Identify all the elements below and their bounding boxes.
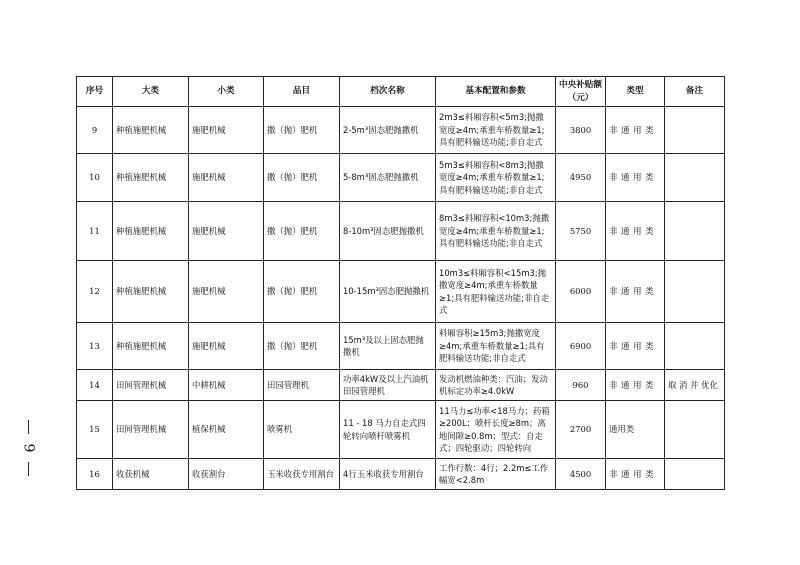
cell-subsidy: 3800 — [556, 107, 606, 154]
cell-type: 非 通 用 类 — [606, 202, 665, 261]
cell-spec: 料厢容积≥15m3;抛撒宽度≥4m;承重车桥数量≥1;具有肥料输送功能;非自走式 — [436, 323, 556, 370]
table-row — [77, 107, 725, 154]
header-item: 品目 — [264, 77, 340, 107]
cell-grade: 11 - 18 马力自走式四轮转向喷杆喷雾机 — [340, 401, 436, 459]
cell-grade: 10-15m³固态肥抛撒机 — [340, 261, 436, 323]
cell-subcategory: 中耕机械 — [189, 370, 264, 401]
cell-subsidy: 6000 — [556, 261, 606, 323]
cell-remark — [665, 107, 725, 154]
cell-category: 收获机械 — [113, 459, 189, 490]
cell-type: 非 通 用 类 — [606, 370, 665, 401]
header-remark: 备注 — [665, 77, 725, 107]
cell-type: 非 通 用 类 — [606, 261, 665, 323]
cell-category: 种植施肥机械 — [113, 107, 189, 154]
table-row — [77, 323, 725, 370]
cell-type: 非 通 用 类 — [606, 154, 665, 202]
cell-subsidy: 2700 — [556, 401, 606, 459]
header-no: 序号 — [77, 77, 113, 107]
cell-remark — [665, 459, 725, 490]
cell-type: 非 通 用 类 — [606, 459, 665, 490]
cell-remark — [665, 261, 725, 323]
cell-item: 撒（抛）肥机 — [264, 202, 340, 261]
header-category: 大类 — [113, 77, 189, 107]
page-number-text: 9 — [19, 443, 36, 453]
cell-item: 撒（抛）肥机 — [264, 154, 340, 202]
cell-spec: 2m3≤料厢容积<5m3;抛撒宽度≥4m;承重车桥数量≥1;具有肥料输送功能;非自走式 — [436, 107, 556, 154]
cell-spec: 工作行数：4行；2.2m≤工作幅宽<2.8m — [436, 459, 556, 490]
cell-subcategory: 施肥机械 — [189, 323, 264, 370]
cell-remark: 取 消 并 优化 — [665, 370, 725, 401]
cell-no: 9 — [77, 107, 113, 154]
cell-grade: 15m³及以上固态肥抛撒机 — [340, 323, 436, 370]
cell-subcategory: 施肥机械 — [189, 202, 264, 261]
cell-grade: 5-8m³固态肥抛撒机 — [340, 154, 436, 202]
header-subsidy: 中央补贴额（元） — [556, 77, 606, 107]
cell-subsidy: 4500 — [556, 459, 606, 490]
cell-item: 田园管理机 — [264, 370, 340, 401]
cell-spec: 5m3≤料厢容积<8m3;抛撒宽度≥4m;承重车桥数量≥1;具有肥料输送功能;非自走式 — [436, 154, 556, 202]
cell-no: 12 — [77, 261, 113, 323]
cell-grade: 功率4kW及以上汽油机田园管理机 — [340, 370, 436, 401]
cell-type: 通用类 — [606, 401, 665, 459]
table-row — [77, 154, 725, 202]
cell-category: 田间管理机械 — [113, 370, 189, 401]
page-number — [18, 420, 38, 490]
header-spec: 基本配置和参数 — [436, 77, 556, 107]
cell-subcategory: 施肥机械 — [189, 107, 264, 154]
cell-type: 非 通 用 类 — [606, 107, 665, 154]
cell-no: 11 — [77, 202, 113, 261]
cell-no: 10 — [77, 154, 113, 202]
cell-subsidy: 6900 — [556, 323, 606, 370]
table-row — [77, 370, 725, 401]
cell-remark — [665, 401, 725, 459]
cell-grade: 2-5m³固态肥抛撒机 — [340, 107, 436, 154]
cell-remark — [665, 202, 725, 261]
cell-spec: 发动机燃油种类：汽油；发动机标定功率≥4.0kW — [436, 370, 556, 401]
cell-remark — [665, 154, 725, 202]
table-row — [77, 261, 725, 323]
cell-item: 撒（抛）肥机 — [264, 323, 340, 370]
table-row — [77, 401, 725, 459]
header-subcategory: 小类 — [189, 77, 264, 107]
cell-subcategory: 施肥机械 — [189, 261, 264, 323]
cell-grade: 4行玉米收获专用割台 — [340, 459, 436, 490]
cell-subcategory: 收获割台 — [189, 459, 264, 490]
cell-remark — [665, 323, 725, 370]
cell-spec: 10m3≤料厢容积<15m3;抛撒宽度≥4m;承重车桥数量≥1;具有肥料输送功能;非自走式 — [436, 261, 556, 323]
cell-spec: 8m3≤料厢容积<10m3;抛撒宽度≥4m;承重车桥数量≥1;具有肥料输送功能;非自走式 — [436, 202, 556, 261]
cell-item: 撒（抛）肥机 — [264, 261, 340, 323]
subsidy-table — [76, 76, 725, 490]
table-row — [77, 459, 725, 490]
cell-grade: 8-10m³固态肥抛撒机 — [340, 202, 436, 261]
cell-no: 15 — [77, 401, 113, 459]
cell-category: 田间管理机械 — [113, 401, 189, 459]
cell-item: 玉米收获专用割台 — [264, 459, 340, 490]
cell-subsidy: 4950 — [556, 154, 606, 202]
cell-category: 种植施肥机械 — [113, 154, 189, 202]
cell-no: 14 — [77, 370, 113, 401]
cell-category: 种植施肥机械 — [113, 261, 189, 323]
cell-subcategory: 施肥机械 — [189, 154, 264, 202]
cell-subsidy: 5750 — [556, 202, 606, 261]
cell-item: 撒（抛）肥机 — [264, 107, 340, 154]
header-row — [77, 77, 725, 107]
cell-no: 13 — [77, 323, 113, 370]
cell-type: 非 通 用 类 — [606, 323, 665, 370]
cell-category: 种植施肥机械 — [113, 323, 189, 370]
cell-subcategory: 植保机械 — [189, 401, 264, 459]
table-row — [77, 202, 725, 261]
cell-subsidy: 960 — [556, 370, 606, 401]
cell-spec: 11马力≤功率<18马力；药箱≥200L；喷杆长度≥8m；离地间隙≥0.8m；型式：自走式；四轮驱动；四轮转向 — [436, 401, 556, 459]
cell-no: 16 — [77, 459, 113, 490]
cell-item: 喷雾机 — [264, 401, 340, 459]
cell-category: 种植施肥机械 — [113, 202, 189, 261]
header-grade: 档次名称 — [340, 77, 436, 107]
header-type: 类型 — [606, 77, 665, 107]
